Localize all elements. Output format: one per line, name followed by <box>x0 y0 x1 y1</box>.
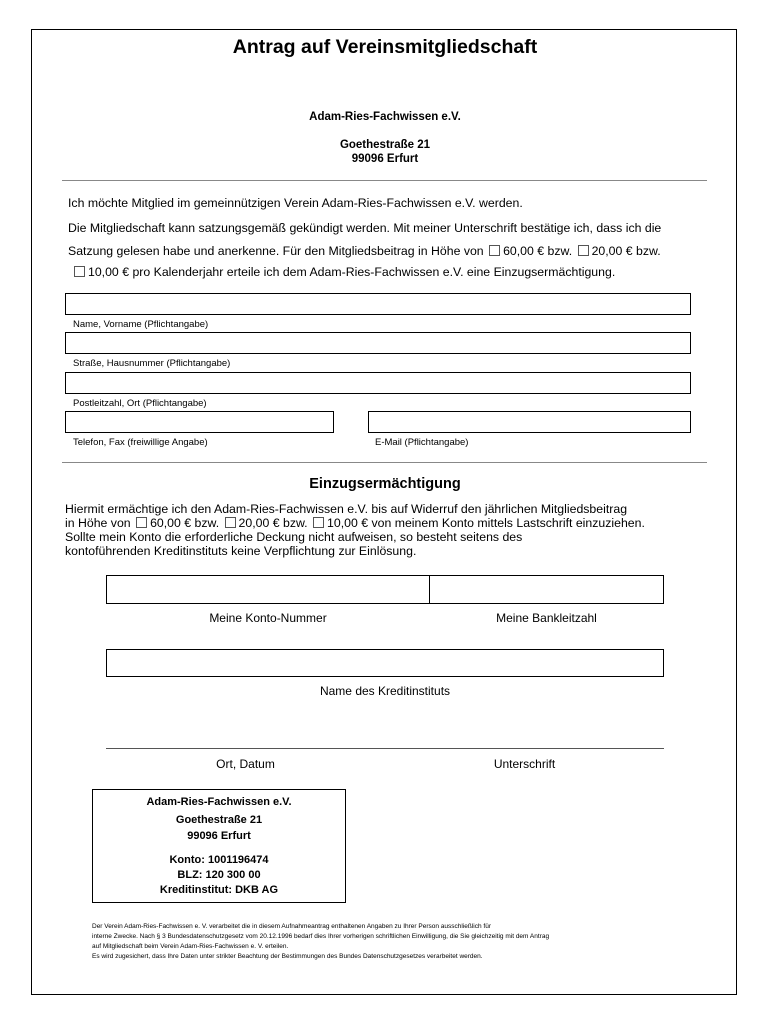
divider <box>62 462 707 463</box>
street-label: Straße, Hausnummer (Pflichtangabe) <box>73 358 231 369</box>
debit-20-label: 20,00 € bzw. <box>238 516 308 530</box>
bank-institute-label: Name des Kreditinstituts <box>319 684 451 698</box>
signature-label: Unterschrift <box>493 757 556 771</box>
name-field[interactable] <box>65 293 691 315</box>
bank-details-box <box>92 789 346 903</box>
intro-line-3 <box>68 244 661 258</box>
debit-line-2 <box>65 516 645 530</box>
privacy-line-4: Es wird zugesichert, dass Ihre Daten unter strikter Beachtung der Bestimmungen des Bundes Datenschutzgesetzes verarbeitet werden. <box>92 953 483 960</box>
name-label: Name, Vorname (Pflichtangabe) <box>73 319 209 330</box>
intro-line-3-text: Satzung gelesen habe und anerkenne. Für den Mitgliedsbeitrag in Höhe von <box>68 244 484 258</box>
fee-10-label: 10,00 € pro Kalenderjahr erteile ich dem Adam-Ries-Fachwissen e.V. eine Einzugsermächtigung. <box>88 265 616 279</box>
box-institute: Kreditinstitut: DKB AG <box>159 884 279 896</box>
email-field[interactable] <box>368 411 691 433</box>
debit-heading: Einzugsermächtigung <box>309 476 461 492</box>
org-city: 99096 Erfurt <box>351 153 419 165</box>
debit-60-label: 60,00 € bzw. <box>150 516 220 530</box>
debit-line-2-text: in Höhe von <box>65 516 131 530</box>
fee-10-checkbox[interactable] <box>74 266 85 277</box>
fee-20-label: 20,00 € bzw. <box>591 244 661 258</box>
city-field[interactable] <box>65 372 691 394</box>
privacy-line-1: Der Verein Adam-Ries-Fachwissen e. V. verarbeitet die in diesem Aufnahmeantrag enthaltenen Angaben zu Ihrer Person ausschließlich für <box>92 923 492 930</box>
fee-60-checkbox[interactable] <box>489 245 500 256</box>
intro-line-2: Die Mitgliedschaft kann satzungsgemäß gekündigt werden. Mit meiner Unterschrift bestätige ich, dass ich die <box>68 221 662 235</box>
debit-line-3: Sollte mein Konto die erforderliche Deckung nicht aufweisen, so besteht seitens des <box>65 530 523 544</box>
place-date-label: Ort, Datum <box>216 757 275 771</box>
bank-code-field[interactable] <box>429 575 664 604</box>
divider <box>62 180 707 181</box>
intro-line-1: Ich möchte Mitglied im gemeinnützigen Verein Adam-Ries-Fachwissen e.V. werden. <box>68 196 523 210</box>
box-city: 99096 Erfurt <box>187 830 251 842</box>
phone-field[interactable] <box>65 411 334 433</box>
box-org-name: Adam-Ries-Fachwissen e.V. <box>146 796 292 808</box>
box-street: Goethestraße 21 <box>175 814 263 826</box>
org-street: Goethestraße 21 <box>339 139 431 151</box>
street-field[interactable] <box>65 332 691 354</box>
signature-line[interactable] <box>106 748 664 749</box>
account-number-label: Meine Konto-Nummer <box>209 611 327 625</box>
privacy-notice <box>92 922 549 962</box>
debit-line-4: kontoführenden Kreditinstituts keine Verpflichtung zur Einlösung. <box>65 544 417 558</box>
privacy-line-2: interne Zwecke. Nach § 3 Bundesdatenschutzgesetz vom 20.12.1996 bedarf dies Ihrer vorherigen schriftlichen Einwilligung, die Sie gleichzeitig mit dem Antrag <box>92 933 550 940</box>
phone-label: Telefon, Fax (freiwillige Angabe) <box>73 437 208 448</box>
fee-20-checkbox[interactable] <box>578 245 589 256</box>
debit-10-label: 10,00 € von meinem Konto mittels Lastschrift einzuziehen. <box>327 516 645 530</box>
box-blz: BLZ: 120 300 00 <box>177 869 261 881</box>
box-konto: Konto: 1001196474 <box>169 854 269 866</box>
privacy-line-3: auf Mitgliedschaft beim Verein Adam-Ries-Fachwissen e. V. erteilen. <box>92 943 289 950</box>
org-name: Adam-Ries-Fachwissen e.V. <box>309 111 461 123</box>
email-label: E-Mail (Pflichtangabe) <box>375 437 469 448</box>
form-title: Antrag auf Vereinsmitgliedschaft <box>232 36 538 58</box>
debit-60-checkbox[interactable] <box>136 517 147 528</box>
debit-10-checkbox[interactable] <box>313 517 324 528</box>
debit-20-checkbox[interactable] <box>225 517 236 528</box>
account-number-field[interactable] <box>106 575 430 604</box>
debit-line-1: Hiermit ermächtige ich den Adam-Ries-Fachwissen e.V. bis auf Widerruf den jährlichen Mitgliedsbeitrag <box>65 502 628 516</box>
fee-60-label: 60,00 € bzw. <box>503 244 573 258</box>
bank-institute-field[interactable] <box>106 649 664 677</box>
bank-code-label: Meine Bankleitzahl <box>496 611 597 625</box>
intro-line-4 <box>72 265 615 279</box>
city-label: Postleitzahl, Ort (Pflichtangabe) <box>73 398 207 409</box>
